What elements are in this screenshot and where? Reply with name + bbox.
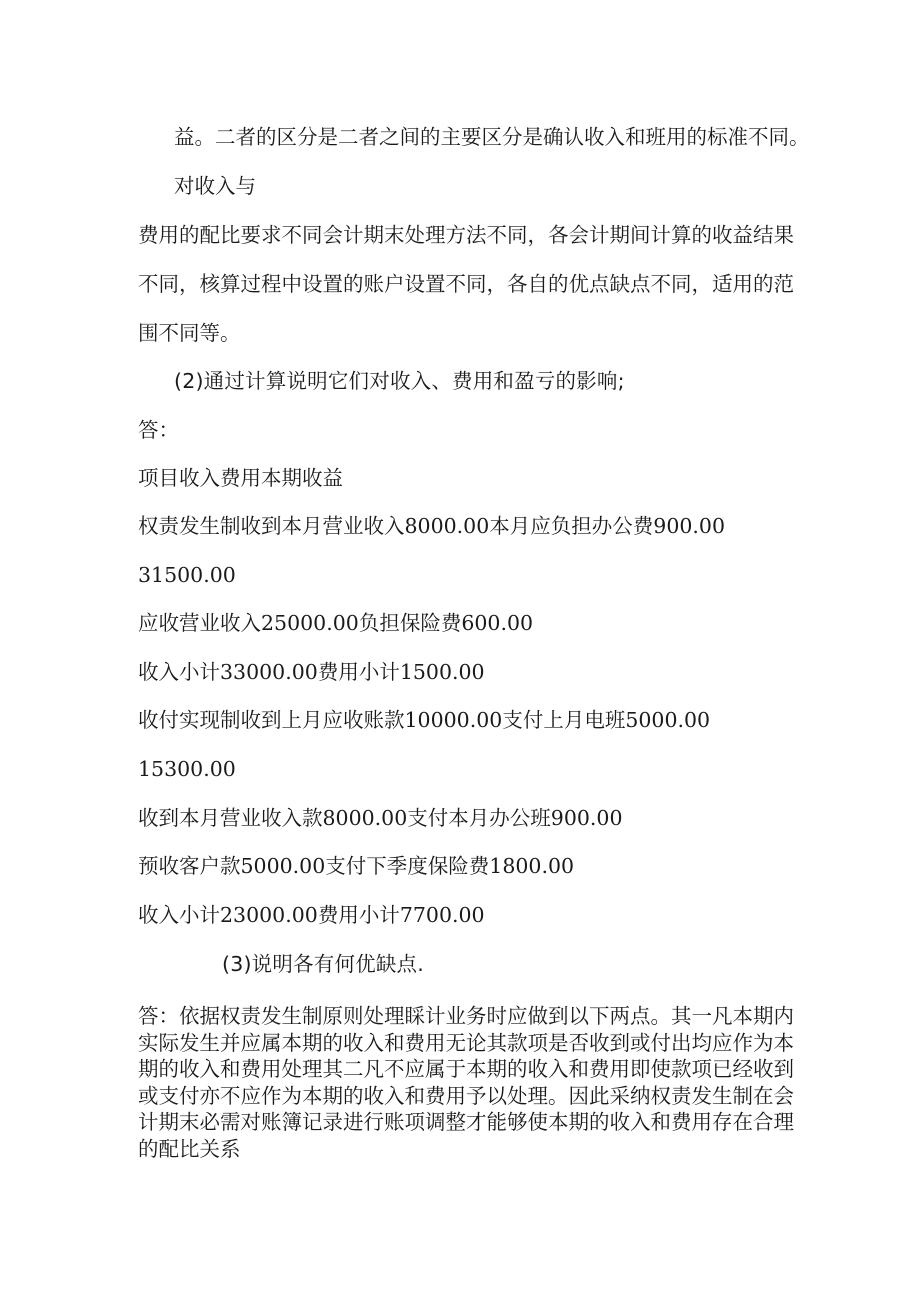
paragraph-line: 不同，核算过程中设置的账户设置不同，各自的优点缺点不同，适用的范 bbox=[138, 272, 794, 296]
question-3-heading: (3)说明各有何优缺点. bbox=[222, 952, 424, 976]
table-row: 收付实现制收到上月应收账款10000.00支付上月电班5000.00 bbox=[138, 708, 711, 732]
paragraph-line: 对收入与 bbox=[174, 174, 256, 198]
paragraph-line: 围不同等。 bbox=[138, 321, 241, 345]
table-header-line: 项目收入费用本期收益 bbox=[138, 466, 343, 490]
table-row: 31500.00 bbox=[138, 563, 236, 587]
answer-line: 期的收入和费用处理其二凡不应属于本期的收入和费用即使款项已经收到 bbox=[138, 1057, 794, 1081]
table-row: 收入小计33000.00费用小计1500.00 bbox=[138, 660, 485, 684]
answer-line: 实际发生并应属本期的收入和费用无论其款项是否收到或付出均应作为本 bbox=[138, 1030, 794, 1055]
table-row: 收到本月营业收入款8000.00支付本月办公班900.00 bbox=[138, 806, 623, 830]
table-row: 预收客户款5000.00支付下季度保险费1800.00 bbox=[138, 854, 575, 878]
table-row: 权责发生制收到本月营业收入8000.00本月应负担办公费900.00 bbox=[138, 514, 726, 538]
table-row: 15300.00 bbox=[138, 757, 236, 781]
answer-line: 答：依据权责发生制原则处理睬计业务时应做到以下两点。其一凡本期内 bbox=[138, 1004, 794, 1028]
answer-paragraph bbox=[138, 1003, 794, 1162]
answer-line: 计期末必需对账簿记录进行账项调整才能够使本期的收入和费用存在合理 bbox=[138, 1110, 794, 1134]
question-2-heading: (2)通过计算说明它们对收入、费用和盈亏的影响; bbox=[174, 369, 625, 393]
answer-line: 或支付亦不应作为本期的收入和费用予以处理。因此采纳权责发生制在会 bbox=[138, 1083, 794, 1108]
answer-label: 答： bbox=[138, 418, 179, 442]
answer-line: 的配比关系 bbox=[138, 1136, 241, 1161]
table-row: 收入小计23000.00费用小计7700.00 bbox=[138, 903, 485, 927]
table-row: 应收营业收入25000.00负担保险费600.00 bbox=[138, 611, 534, 635]
paragraph-line: 费用的配比要求不同会计期末处理方法不同，各会计期间计算的收益结果 bbox=[138, 223, 794, 247]
paragraph-line: 益。二者的区分是二者之间的主要区分是确认收入和班用的标准不同。 bbox=[174, 125, 810, 149]
